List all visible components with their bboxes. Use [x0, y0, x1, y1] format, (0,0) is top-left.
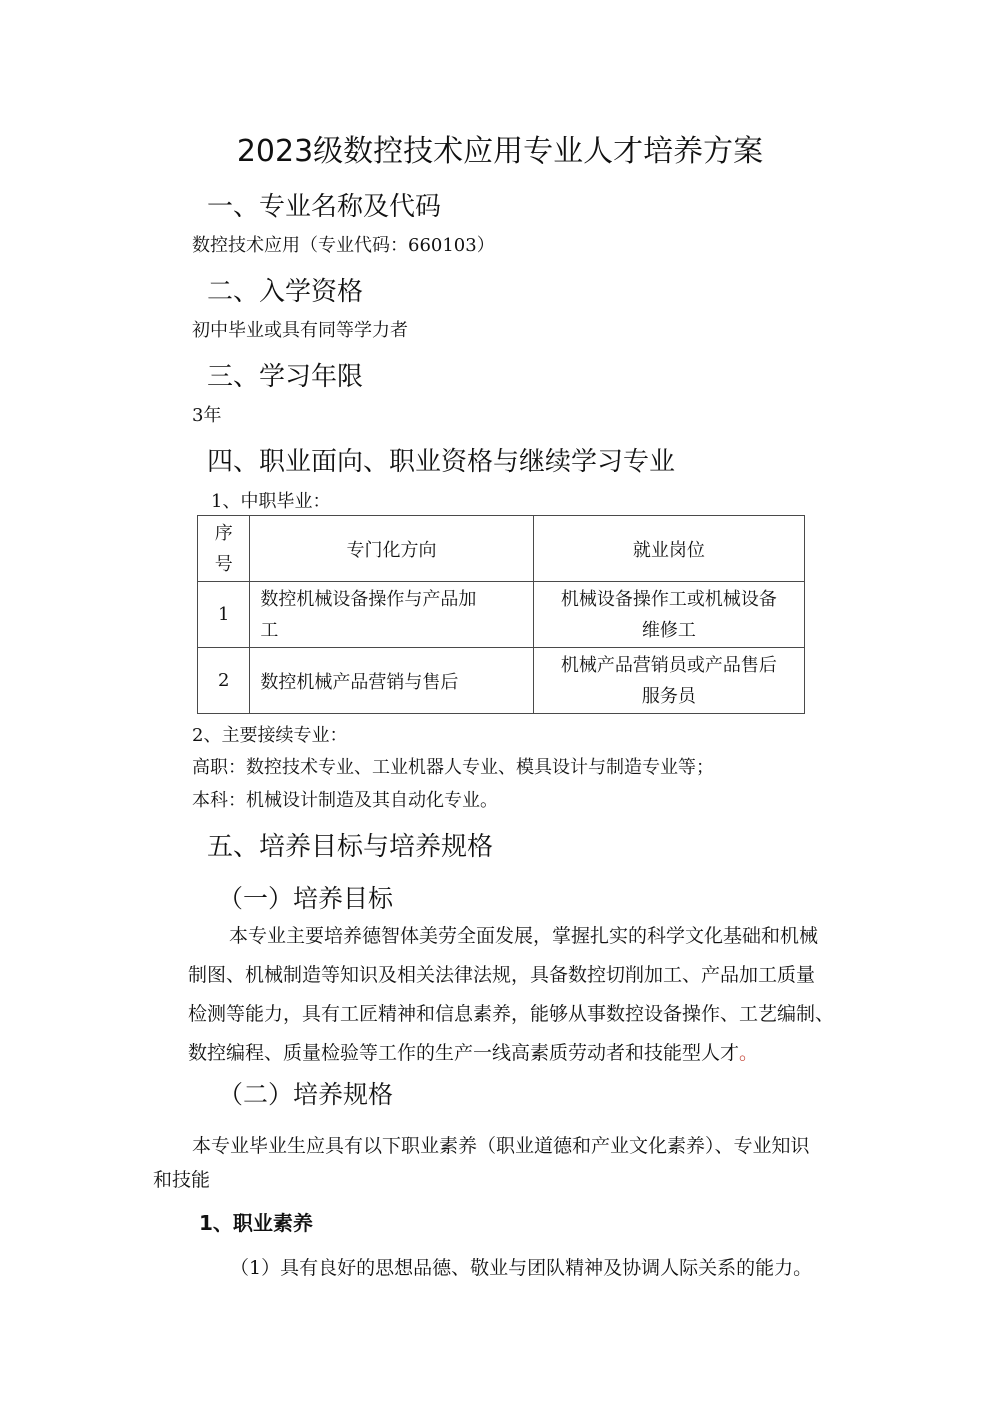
row-1-direction-line2: 工 [260, 619, 279, 641]
row-2-job-line2: 服务员 [641, 685, 696, 707]
header-no [198, 516, 250, 582]
header-no-line1: 序 [214, 522, 233, 544]
row-1-no: 1 [198, 582, 250, 648]
goal-line-4-text: 数控编程、质量检验等工作的生产一线高素质劳动者和技能型人才 [188, 1042, 740, 1064]
section-4-heading: 四、职业面向、职业资格与继续学习专业 [207, 447, 676, 477]
table-row [198, 648, 805, 714]
section-1-text: 数控技术应用（专业代码：660103） [192, 235, 495, 256]
row-1-job-line1: 机械设备操作工或机械设备 [560, 588, 777, 610]
section-5-heading: 五、培养目标与培养规格 [207, 832, 494, 862]
spec-heading: （二）培养规格 [218, 1080, 394, 1109]
section-2-heading: 二、入学资格 [207, 277, 364, 307]
quality-heading: 1、职业素养 [199, 1211, 313, 1235]
table-header-row [198, 516, 805, 582]
higher-vocational-text: 高职：数控技术专业、工业机器人专业、模具设计与制造专业等； [192, 757, 714, 778]
section-4-sub1: 1、中职毕业： [211, 491, 331, 512]
header-job: 就业岗位 [533, 516, 804, 582]
table-row [198, 582, 805, 648]
section-2-text: 初中毕业或具有同等学力者 [192, 320, 408, 341]
row-2-job [533, 648, 804, 714]
goal-line-3: 检测等能力，具有工匠精神和信息素养，能够从事数控设备操作、工艺编制、 [188, 1003, 835, 1025]
header-direction: 专门化方向 [250, 516, 533, 582]
row-2-direction: 数控机械产品营销与售后 [250, 648, 533, 714]
row-1-job-line2: 维修工 [641, 619, 696, 641]
section-3-text: 3年 [192, 405, 222, 426]
undergraduate-text: 本科：机械设计制造及其自动化专业。 [192, 790, 498, 811]
row-1-direction-line1: 数控机械设备操作与产品加 [260, 588, 477, 610]
section-4-sub2: 2、主要接续专业： [192, 725, 348, 746]
jobs-table [197, 515, 805, 714]
spec-line-1: 本专业毕业生应具有以下职业素养（职业道德和产业文化素养）、专业知识 [192, 1135, 810, 1157]
goal-line-2: 制图、机械制造等知识及相关法律法规，具备数控切削加工、产品加工质量 [188, 964, 816, 986]
goal-end-mark: 。 [739, 1042, 759, 1064]
goal-line-4 [188, 1034, 758, 1073]
goal-line-1: 本专业主要培养德智体美劳全面发展，掌握扎实的科学文化基础和机械 [229, 925, 819, 947]
quality-item-1: （1）具有良好的思想品德、敬业与团队精神及协调人际关系的能力。 [230, 1257, 813, 1279]
document-title: 2023级数控技术应用专业人才培养方案 [236, 134, 764, 169]
section-1-heading: 一、专业名称及代码 [207, 192, 442, 222]
spec-line-2: 和技能 [153, 1169, 211, 1191]
row-2-job-line1: 机械产品营销员或产品售后 [560, 654, 777, 676]
row-1-direction [250, 582, 533, 648]
header-no-line2: 号 [214, 553, 233, 575]
row-1-job [533, 582, 804, 648]
goal-heading: （一）培养目标 [218, 884, 394, 913]
row-2-no: 2 [198, 648, 250, 714]
section-3-heading: 三、学习年限 [207, 362, 364, 392]
